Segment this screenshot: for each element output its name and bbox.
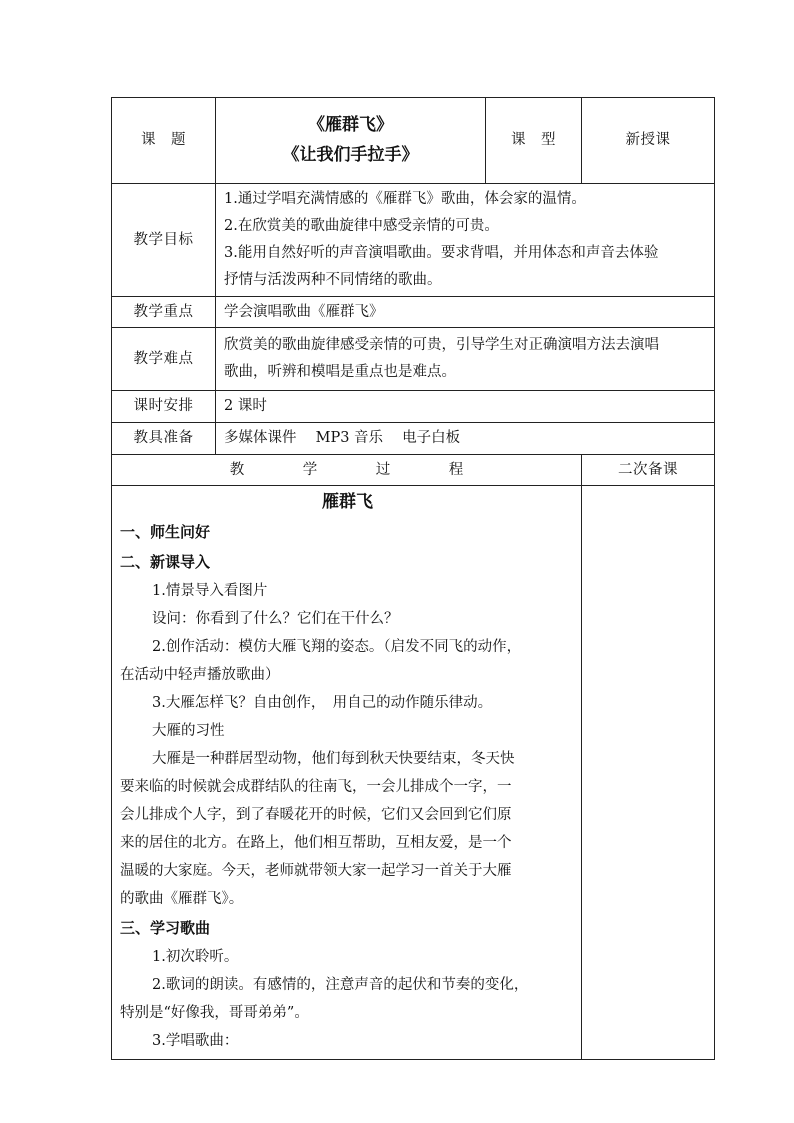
habit-line: 的歌曲《雁群飞》。 [120, 891, 244, 907]
revision-header: 二次备课 [582, 455, 715, 486]
habit-line: 温暖的大家庭。今天，老师就带领大家一起学习一首关于大雁 [120, 863, 512, 879]
section-heading: 二、新课导入 [120, 553, 211, 571]
process-line: 1.情景导入看图片 [152, 583, 268, 599]
revision-notes-cell[interactable] [582, 486, 715, 1060]
process-line: 在活动中轻声播放歌曲） [120, 667, 280, 683]
key-point-label: 教学重点 [112, 297, 216, 328]
process-line: 大雁的习性 [152, 723, 225, 739]
lesson-titles [216, 98, 486, 184]
habit-line: 来的居住的北方。在路上，他们相互帮助，互相友爱，是一个 [120, 835, 512, 851]
difficulty-line: 歌曲，听辨和模唱是重点也是难点。 [224, 364, 456, 380]
tools-value: 多媒体课件 MP3 音乐 电子白板 [216, 423, 715, 455]
habit-line: 会儿排成个人字，到了春暖花开的时候，它们又会回到它们原 [120, 807, 512, 823]
process-line: 2.歌词的朗读。有感情的，注意声音的起伏和节奏的变化， [152, 977, 529, 993]
process-line: 3.学唱歌曲： [152, 1033, 239, 1049]
topic-label: 课 题 [112, 98, 216, 184]
process-line: 2.创作活动：模仿大雁飞翔的姿态。（启发不同飞的动作， [152, 639, 522, 655]
process-line: 特别是“好像我，哥哥弟弟”。 [120, 1005, 309, 1021]
process-header: 教 学 过 程 [112, 455, 582, 486]
objectives-label: 教学目标 [112, 184, 216, 297]
section-heading: 三、学习歌曲 [120, 919, 211, 937]
objective-line: 2.在欣赏美的歌曲旋律中感受亲情的可贵。 [224, 218, 499, 234]
process-title: 雁群飞 [322, 492, 373, 512]
process-line: 3.大雁怎样飞？自由创作， 用自己的动作随乐律动。 [152, 695, 493, 711]
objective-line: 抒情与活泼两种不同情绪的歌曲。 [224, 272, 442, 288]
process-line: 1.初次聆听。 [152, 949, 239, 965]
lesson-title-2: 《让我们手拉手》 [282, 144, 419, 165]
objective-line: 3.能用自然好听的声音演唱歌曲。要求背唱，并用体态和声音去体验 [224, 245, 659, 261]
objective-line: 1.通过学唱充满情感的《雁群飞》歌曲，体会家的温情。 [224, 191, 586, 207]
schedule-label: 课时安排 [112, 391, 216, 423]
habit-line: 大雁是一种群居型动物，他们每到秋天快要结束，冬天快 [152, 751, 515, 767]
difficulty-content [216, 328, 715, 391]
key-point-value: 学会演唱歌曲《雁群飞》 [216, 297, 715, 328]
objectives-content [216, 184, 715, 297]
lesson-title-1: 《雁群飞》 [308, 114, 393, 135]
section-heading: 一、师生问好 [120, 523, 211, 541]
habit-line: 要来临的时候就会成群结队的往南飞，一会儿排成个一字，一 [120, 779, 512, 795]
difficulty-label: 教学难点 [112, 328, 216, 391]
type-value: 新授课 [582, 98, 715, 184]
tools-label: 教具准备 [112, 423, 216, 455]
process-content [112, 486, 582, 1060]
difficulty-line: 欣赏美的歌曲旋律感受亲情的可贵，引导学生对正确演唱方法去演唱 [224, 337, 659, 353]
schedule-value: 2 课时 [216, 391, 715, 423]
process-line: 设问：你看到了什么？它们在干什么？ [152, 611, 399, 627]
lesson-plan-table [111, 97, 715, 1060]
type-label: 课 型 [486, 98, 582, 184]
